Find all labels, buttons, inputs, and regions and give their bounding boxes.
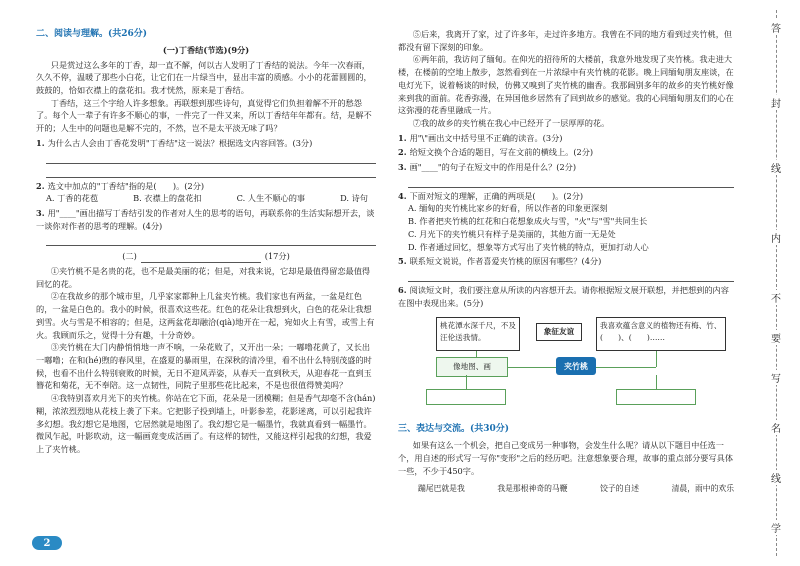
- passage1-para: 只是赏过这么多年的丁香，却一直不解，何以古人发明了丁香结的说法。今年一次春雨，久久不停，温暖了那些小白花，让它们在一片绿当中，显出丰富的质感。小小的花蕾圆圆的，鼓鼓的，恰如衣襟上的盘花扣。我才恍然，原来是丁香结。: [36, 59, 372, 96]
- passage2-para: ⑥两年前，我访问了缅甸。在仰光的招待所的大楼前，我意外地发现了夹竹桃。我走进大楼，在楼前的空地上散步，忽然看到在一片浓绿中有夹竹桃的花影。晚上同缅甸朋友座谈，在电灯光下，说着畅谈的时候，仿佛又嗅到了夹竹桃的幽香。我那阔别多年的故乡的夹竹桃好像来到我的面前。花香弥漫，在异国他乡居然有了回到故乡的感觉。我的心同缅甸朋友们的心在这弥漫的花香里融成一片。: [398, 54, 734, 116]
- question-5: 5. 联系短文说说，作者喜爱夹竹桃的原因有哪些？(4分): [398, 256, 602, 267]
- passage2-para: ④我特别喜欢月光下的夹竹桃。你站在它下面，花朵是一团模糊；但是香气却毫不含(hán)糊，浓浓烈烈地从花枝上袭了下来。它把影子投到墙上，叶影参差，花影迷离，可以引起我许多幻想。我幻想它是地图，它居然就是地图了。我幻想它是一幅墨竹，我就真看到一幅墨竹。微风乍起，叶影吹动，这一幅画竟变成活画了。有这样的韧性，又能这样引起我的幻想，我爱上了夹竹桃。: [36, 393, 376, 454]
- connector: [656, 375, 657, 389]
- question-1: 1. 用"\"画出文中括号里不正确的读音。(3分): [398, 132, 563, 143]
- margin-char: 名: [768, 420, 784, 435]
- passage2-para: ①夹竹桃不是名贵的花，也不是最美丽的花；但是，对我来说，它却是最值得留恋最值得回忆的花。: [36, 266, 371, 289]
- option-b[interactable]: B. 作者把夹竹桃的红花和白花想象成火与雪，"火"与"雪"共同生长: [408, 216, 648, 227]
- margin-char: 封: [768, 95, 784, 110]
- image-node: 像地图、画: [436, 357, 508, 377]
- question-4-options: [398, 202, 734, 253]
- margin-char: 内: [768, 230, 784, 245]
- topic-list: [418, 483, 734, 495]
- question-2: 2. 选文中加点的"丁香结"指的是( )。(2分): [36, 180, 205, 191]
- center-node: 夹竹桃: [556, 357, 596, 375]
- connector: [466, 375, 467, 389]
- margin-char: 线: [768, 160, 784, 175]
- passage2-para: ⑤后来，我离开了家，过了许多年，走过许多地方。我曾在不同的地方看到过夹竹桃，但都没有留下深刻的印象。: [398, 29, 733, 52]
- question-3: 3. 画"____"的句子在短文中的作用是什么？(2分): [398, 162, 577, 173]
- passage2-para: ③夹竹桃在大门内静悄悄地一声不响，一朵花败了，又开出一朵；一嘟噜花黄了，又长出一嘟噜；在和(hé)煦的春风里，在盛夏的暴雨里，在深秋的清冷里，看不出什么特别茂盛的时候，也看不出什么特别衰败的时候，无日不迎风弄姿，从春天一直到秋天，从迎春花一直到玉簪花和菊花，无不奉陪。这一点韧性，同院子里那些花比起来，不是也很值得赞美吗？: [36, 342, 372, 391]
- margin-char: 要: [768, 330, 784, 345]
- plants-box: 我喜欢蕴含意义的植物还有梅、竹、( )、( )……: [596, 317, 726, 351]
- margin-char: 答: [768, 20, 784, 35]
- option-d[interactable]: D. 诗句: [340, 193, 368, 204]
- answer-line[interactable]: [46, 234, 376, 246]
- poem-box: 桃花潭水深千尺，不及汪伦送我情。: [436, 317, 520, 351]
- option-d[interactable]: D. 作者通过回忆，想象等方式写出了夹竹桃的特点，更加打动人心: [408, 241, 649, 252]
- margin-char: 写: [768, 370, 784, 385]
- passage2-para: ⑦我的故乡的夹竹桃在我心中已经开了一层厚厚的花。: [412, 117, 610, 128]
- answer-line[interactable]: [408, 270, 734, 282]
- topic-item[interactable]: 饺子的自述: [600, 484, 640, 494]
- option-a[interactable]: A. 丁香的花苞: [46, 193, 99, 204]
- title-blank[interactable]: [141, 250, 261, 263]
- association-diagram: [406, 313, 736, 423]
- question-2: 2. 给短文换个合适的题目，写在文前的横线上。(2分): [398, 147, 594, 158]
- left-column: [36, 28, 376, 456]
- passage2-title: (二) (17分): [122, 251, 290, 262]
- question-1: 1. 为什么古人会由丁香花发明"丁香结"这一说法？根据选文内容回答。(3分): [36, 137, 313, 148]
- symbol-box: 象征友谊: [536, 323, 582, 341]
- passage2-para: ②在我故乡的那个城市里，几乎家家都种上几盆夹竹桃。我们家也有两盆，一盆是红色的，一盆是白色的。我小的时候，很喜欢这些花。红色的花朵让我想到火，白色的花朵让我想到雪。火与雪是不相容的；但是，这两盆花却融洽(qià)地开在一起，宛如火上有雪，或雪上有火。我顾而乐之，觉得十分有趣，十分奇妙。: [36, 291, 375, 340]
- connector: [656, 351, 657, 367]
- question-2-options: [36, 192, 376, 205]
- margin-char: 学: [768, 520, 784, 535]
- section3-text: 如果有这么一个机会，把自己变成另一种事物，会发生什么呢？请从以下题目中任选一个，用自述的形式写一写你"变形"之后的经历吧。注意想象要合理，故事的重点部分要写具体一些，不少于450字。: [398, 440, 734, 476]
- question-4: 4. 下面对短文的理解，正确的两项是( )。(2分): [398, 190, 584, 201]
- option-b[interactable]: B. 衣襟上的盘花扣: [133, 193, 202, 204]
- section3-title: 三、表达与交流。(共30分): [398, 424, 510, 435]
- margin-char: 不: [768, 290, 784, 305]
- option-a[interactable]: A. 缅甸的夹竹桃比家乡的好看，所以作者的印象更深刻: [408, 203, 608, 214]
- answer-line[interactable]: [408, 176, 734, 188]
- question-6: 6. 阅读短文时，我们要注意从所读的内容想开去。请你根据短文展开联想，并把想到的内容在图中表现出来。(5分): [398, 284, 729, 308]
- margin-char: 线: [768, 470, 784, 485]
- option-c[interactable]: C. 月光下的夹竹桃只有样子是美丽的，其他方面一无是处: [408, 228, 616, 239]
- answer-line[interactable]: [46, 166, 376, 178]
- blank-node[interactable]: [426, 389, 506, 405]
- page-number-badge: 2: [32, 536, 62, 550]
- binding-margin: [754, 0, 800, 566]
- blank-node[interactable]: [616, 389, 696, 405]
- option-c[interactable]: C. 人生不顺心的事: [236, 193, 306, 204]
- right-column: [398, 28, 734, 495]
- section2-title: 二、阅读与理解。(共26分): [36, 29, 148, 39]
- question-3: 3. 用"____"画出描写丁香结引发的作者对人生的思考的语句，再联系你的生活实际想开去，谈一谈你对作者的思考的理解。(4分): [36, 207, 375, 231]
- topic-item[interactable]: 清晨，雨中的欢乐: [671, 484, 734, 494]
- passage1-title: (一)丁香结(节选)(9分): [162, 44, 250, 55]
- topic-item[interactable]: 我是那根神奇的马鞭: [497, 484, 568, 494]
- answer-line[interactable]: [46, 152, 376, 164]
- passage1-para: 丁香结，这三个字给人许多想象。再联想到那些诗句，真觉得它们负担着解不开的愁怨了。每个人一辈子有许多不顺心的事，一件完了一件又来，所以丁香结年年都有。结，是解不开的；人生中的问题也是解不完的，不然，岂不是太平淡无味了吗？: [36, 97, 372, 134]
- topic-item[interactable]: 蹦尾巴就是我: [418, 484, 465, 494]
